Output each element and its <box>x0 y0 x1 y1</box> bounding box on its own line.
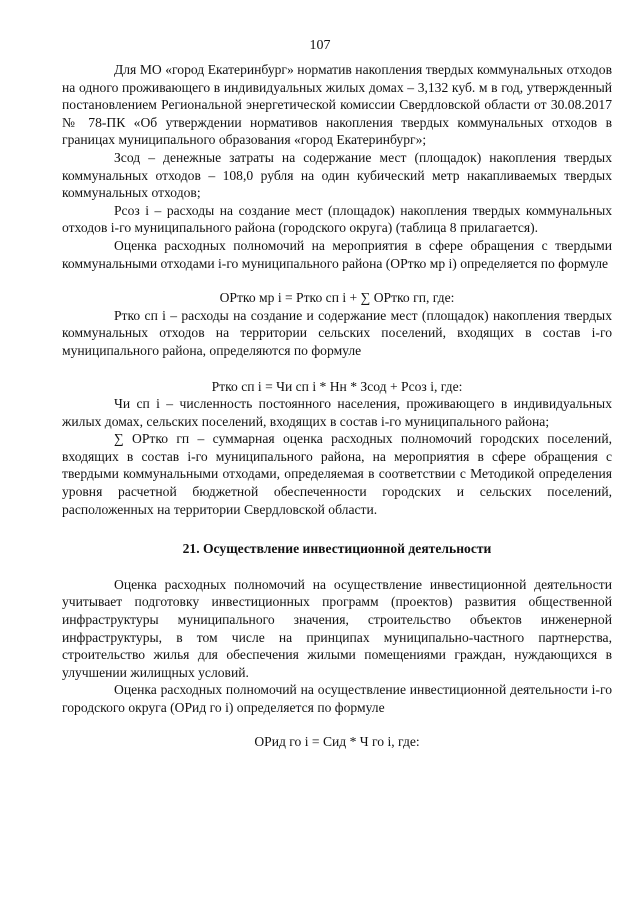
formula-orid-go: ОРид го i = Сид * Ч го i, где: <box>254 733 420 749</box>
paragraph-orid-intro: Оценка расходных полномочий на осуществление инвестиционной деятельности i-го городского округа (ОРид го i) определяется по формуле <box>62 682 612 715</box>
paragraph-zsod-definition: Зсод – денежные затраты на содержание мест (площадок) накопления твердых коммунальных отходов – 108,0 рубля на один кубический метр накапливаемых твердых коммунальных отходов; <box>62 149 612 201</box>
paragraph-chi-sp-definition: Чи сп i – численность постоянного населения, проживающего в индивидуальных жилых домах, сельских поселений, входящих в состав i-го муниципального района; <box>62 396 612 429</box>
section-heading-21: 21. Осуществление инвестиционной деятельности <box>182 541 492 557</box>
document-body <box>62 61 612 750</box>
paragraph-sum-ortko-gp-definition: ∑ ОРтко гп – суммарная оценка расходных полномочий городских поселений, входящих в состав i-го муниципального района, на мероприятия в сфере обращения с твердыми коммунальными отходами, определяемая в соответствии с Методикой определения уровня расчетной бюджетной обеспеченности городских и сельских поселений, расположенных на территории Свердловской области. <box>62 431 612 517</box>
formula-rtko-sp: Ртко сп i = Чи сп i * Нн * Зсод + Рсоз i, где: <box>211 378 463 394</box>
paragraph-ortko-intro: Оценка расходных полномочий на мероприятия в сфере обращения с твердыми коммунальными отходами i-го муниципального района (ОРтко мр i) определяется по формуле <box>62 237 612 271</box>
page-number: 107 <box>309 38 331 53</box>
paragraph-rsoz-definition: Рсоз i – расходы на создание мест (площадок) накопления твердых коммунальных отходов i-го муниципального района (городского округа) (таблица 8 прилагается). <box>62 202 612 236</box>
paragraph-investment-scope: Оценка расходных полномочий на осуществление инвестиционной деятельности учитывает подготовку инвестиционных программ (проектов) развития общественной инфраструктуры муниципального значения, строительство объектов инженерной инфраструктуры, в том числе на принципах муниципально-частного партнерства, строительство жилья для обеспечения жилыми помещениями граждан, нуждающихся в улучшении жилищных условий. <box>62 576 612 680</box>
formula-ortko-mr: ОРтко мр i = Ртко сп i + ∑ ОРтко гп, где: <box>219 290 455 306</box>
paragraph-norm-ekaterinburg: Для МО «город Екатеринбург» норматив накопления твердых коммунальных отходов на одного проживающего в индивидуальных жилых домах – 3,132 куб. м в год, утвержденный постановлением Региональной энергетической комиссии Свердловской области от 30.08.2017 № 78-ПК «Об утверждении нормативов накопления твердых коммунальных отходов в границах муниципального образования «город Екатеринбург»; <box>62 62 612 148</box>
paragraph-rtko-sp-definition: Ртко сп i – расходы на создание и содержание мест (площадок) накопления твердых коммунальных отходов на территории сельских поселений, входящих в состав i-го муниципального района, определяются по формуле <box>62 307 612 358</box>
